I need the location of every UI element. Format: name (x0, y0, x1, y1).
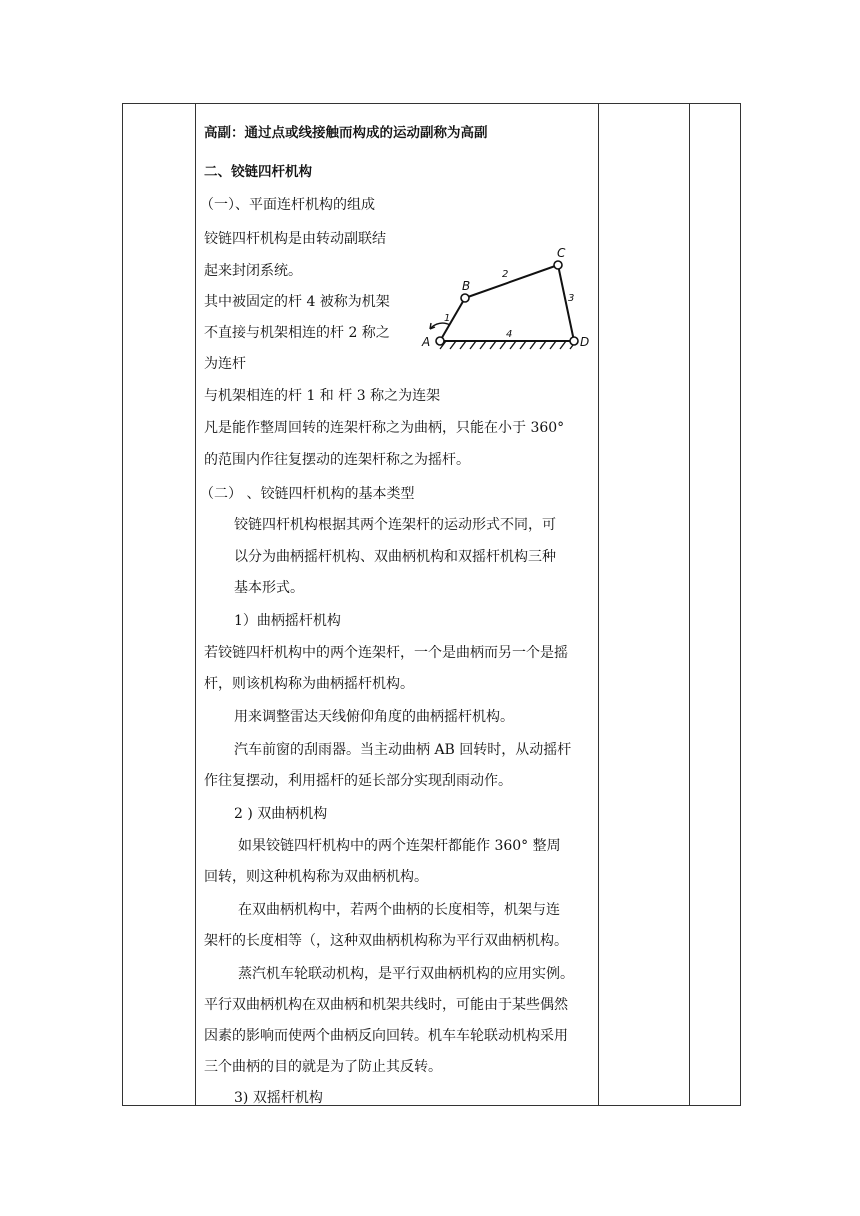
joint-c (554, 261, 562, 269)
subsection-heading: （二） 、铰链四杆机构的基本类型 (200, 486, 415, 502)
joint-b (461, 294, 469, 302)
paragraph-line: 以分为曲柄摇杆机构、双曲柄机构和双摇杆机构三种 (234, 549, 556, 565)
paragraph-line: 在双曲柄机构中，若两个曲柄的长度相等，机架与连 (238, 902, 560, 918)
column-divider (689, 104, 690, 1105)
paragraph-line: 为连杆 (204, 356, 246, 372)
label-d: D (580, 335, 590, 349)
label-b: B (462, 279, 471, 293)
paragraph-line: 起来封闭系统。 (204, 263, 302, 279)
column-divider (598, 104, 599, 1105)
paragraph-line: 蒸汽机车轮联动机构，是平行双曲柄机构的应用实例。 (238, 966, 574, 982)
paragraph-line: 平行双曲柄机构在双曲柄和机架共线时，可能由于某些偶然 (204, 997, 568, 1013)
paragraph-line: 杆，则该机构称为曲柄摇杆机构。 (204, 676, 414, 692)
label-c: C (557, 246, 566, 260)
joint-d (570, 337, 578, 345)
paragraph-line: 用来调整雷达天线俯仰角度的曲柄摇杆机构。 (234, 709, 514, 725)
label-link-1: 1 (444, 313, 451, 324)
paragraph-line: 回转，则这种机构称为双曲柄机构。 (204, 869, 428, 885)
paragraph-line: 其中被固定的杆 4 被称为机架 (204, 294, 390, 310)
type-heading: 1）曲柄摇杆机构 (234, 613, 341, 629)
label-link-2: 2 (502, 269, 509, 280)
link-2 (465, 265, 558, 298)
column-divider (195, 104, 196, 1105)
paragraph-line: 架杆的长度相等（，这种双曲柄机构称为平行双曲柄机构。 (204, 933, 568, 949)
high-pair-definition: 高副：通过点或线接触而构成的运动副称为高副 (204, 125, 488, 141)
joint-a (436, 337, 444, 345)
paragraph-line: 凡是能作整周回转的连架杆称之为曲柄，只能在小于 360° (204, 420, 565, 436)
type-heading: 2 ) 双曲柄机构 (234, 806, 328, 822)
paragraph-line: 若铰链四杆机构中的两个连架杆，一个是曲柄而另一个是摇 (204, 645, 568, 661)
label-a: A (422, 335, 431, 349)
type-heading: 3) 双摇杆机构 (234, 1090, 323, 1106)
subsection-heading: （一）、平面连杆机构的组成 (200, 197, 375, 213)
paragraph-line: 不直接与机架相连的杆 2 称之 (204, 325, 390, 341)
paragraph-line: 的范围内作往复摆动的连架杆称之为摇杆。 (204, 452, 470, 468)
ground-hatching (440, 341, 576, 349)
paragraph-line: 三个曲柄的目的就是为了防止其反转。 (204, 1059, 442, 1075)
paragraph-line: 铰链四杆机构是由转动副联结 (204, 231, 386, 247)
paragraph-line: 基本形式。 (234, 580, 304, 596)
paragraph-line: 与机架相连的杆 1 和 杆 3 称之为连架 (204, 388, 441, 404)
paragraph-line: 如果铰链四杆机构中的两个连架杆都能作 360° 整周 (238, 838, 561, 854)
paragraph-line: 铰链四杆机构根据其两个连架杆的运动形式不同，可 (234, 517, 556, 533)
label-link-3: 3 (568, 293, 575, 304)
four-bar-linkage-figure (418, 245, 598, 355)
paragraph-line: 作往复摆动，利用摇杆的延长部分实现刮雨动作。 (204, 773, 512, 789)
section-heading: 二、铰链四杆机构 (204, 164, 312, 180)
label-link-4: 4 (506, 329, 513, 340)
paragraph-line: 汽车前窗的刮雨器。当主动曲柄 AB 回转时，从动摇杆 (234, 742, 572, 758)
paragraph-line: 因素的影响而使两个曲柄反向回转。机车车轮联动机构采用 (204, 1028, 568, 1044)
